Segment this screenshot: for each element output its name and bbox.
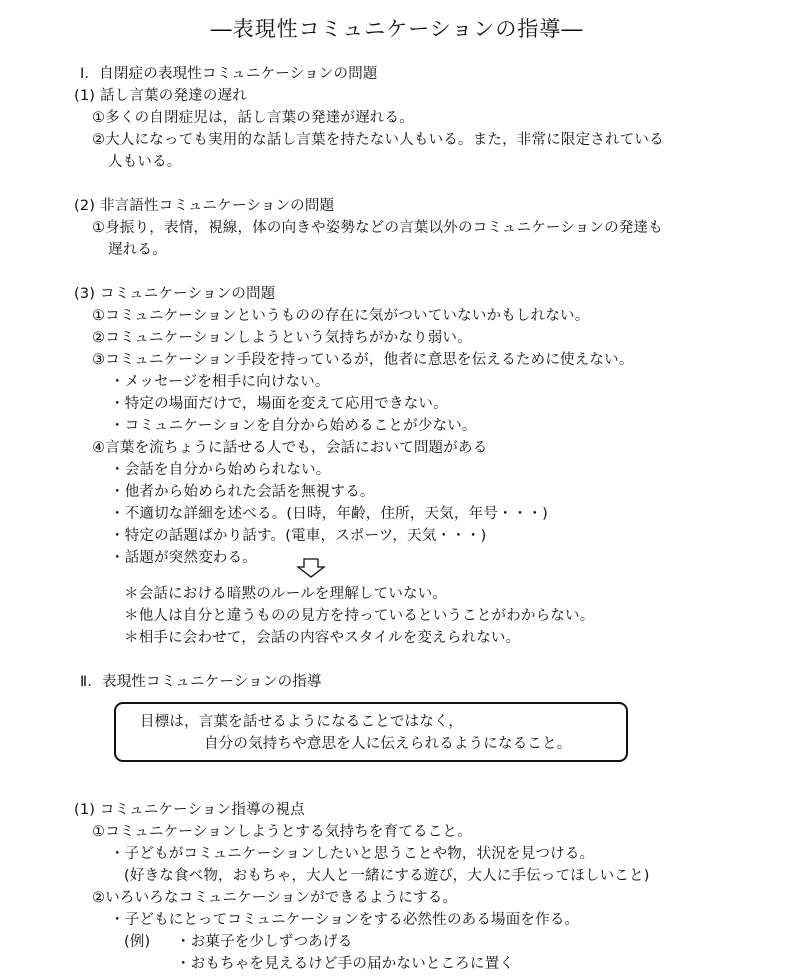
note-item: ＊会話における暗黙のルールを理解していない。: [124, 586, 448, 602]
note-item: ＊相手に会わせて，会話の内容やスタイルを変えられない。: [124, 630, 521, 646]
list-item: ・おもちゃを見えるけど手の届かないところに置く: [176, 956, 515, 972]
example-label: (例): [124, 934, 151, 950]
list-item: ・特定の場面だけで，場面を変えて応用できない。: [110, 396, 448, 412]
section1-sub2-item1-line2: 遅れる。: [108, 242, 167, 258]
section2-sub1-item1: ①コミュニケーションしようとする気持ちを育てること。: [92, 824, 472, 840]
list-item: ・他者から始められた会話を無視する。: [110, 484, 375, 500]
list-item: ・子どもがコミュニケーションしたいと思うことや物，状況を見つける。: [110, 846, 595, 862]
section1-sub3-item4: ④言葉を流ちょうに話せる人でも，会話において問題がある: [92, 440, 488, 456]
list-item: ・特定の話題ばかり話す。(電車，スポーツ，天気・・・): [110, 528, 487, 544]
list-item: ・子どもにとってコミュニケーションをする必然性のある場面を作る。: [110, 912, 580, 928]
section2-sub1-heading: (1) コミュニケーション指導の視点: [74, 802, 305, 818]
section1-sub3-heading: (3) コミュニケーションの問題: [74, 286, 276, 302]
section1-sub1-heading: (1) 話し言葉の発達の遅れ: [74, 88, 247, 104]
section1-sub2-heading: (2) 非言語性コミュニケーションの問題: [74, 198, 335, 214]
list-item: ・話題が突然変わる。: [110, 550, 257, 566]
section1-sub1-item2-line1: ②大人になっても実用的な話し言葉を持たない人もいる。また，非常に限定されている: [92, 132, 664, 148]
goal-line-2: 自分の気持ちや意思を人に伝えられるようになること。: [204, 736, 572, 752]
list-item: ・不適切な詳細を述べる。(日時，年齢，住所，天気，年号・・・): [110, 506, 549, 522]
list-item: ・メッセージを相手に向けない。: [110, 374, 330, 390]
section1-heading: Ⅰ．自閉症の表現性コミュニケーションの問題: [80, 66, 378, 82]
section1-sub2-item1-line1: ①身振り，表情，視線，体の向きや姿勢などの言葉以外のコミュニケーションの発達も: [92, 220, 663, 236]
section1-sub1-item2-line2: 人もいる。: [108, 154, 182, 170]
section1-sub1-item1: ①多くの自閉症児は，話し言葉の発達が遅れる。: [92, 110, 414, 126]
list-item: ・お菓子を少しずつあげる: [176, 934, 353, 950]
section1-sub3-item2: ②コミュニケーションしようという気持ちがかなり弱い。: [92, 330, 472, 346]
goal-line-1: 目標は，言葉を話せるようになることではなく，: [140, 714, 464, 730]
list-item: ・コミュニケーションを自分から始めることが少ない。: [110, 418, 477, 434]
list-item: ・会話を自分から始められない。: [110, 462, 331, 478]
section1-sub3-item3: ③コミュニケーション手段を持っているが，他者に意思を伝えるために使えない。: [92, 352, 634, 368]
section1-sub3-item1: ①コミュニケーションというものの存在に気がついていないかもしれない。: [92, 308, 590, 324]
page-title: ―表現性コミュニケーションの指導―: [210, 17, 584, 41]
down-arrow-icon: [296, 558, 326, 578]
section2-heading: Ⅱ．表現性コミュニケーションの指導: [80, 674, 322, 690]
note-item: ＊他人は自分と違うものの見方を持っているということがわからない。: [124, 608, 595, 624]
section2-sub1-item2: ②いろいろなコミュニケーションができるようにする。: [92, 890, 458, 906]
note-item: (好きな食べ物，おもちゃ，大人と一緒にする遊び，大人に手伝ってほしいこと): [124, 868, 650, 884]
